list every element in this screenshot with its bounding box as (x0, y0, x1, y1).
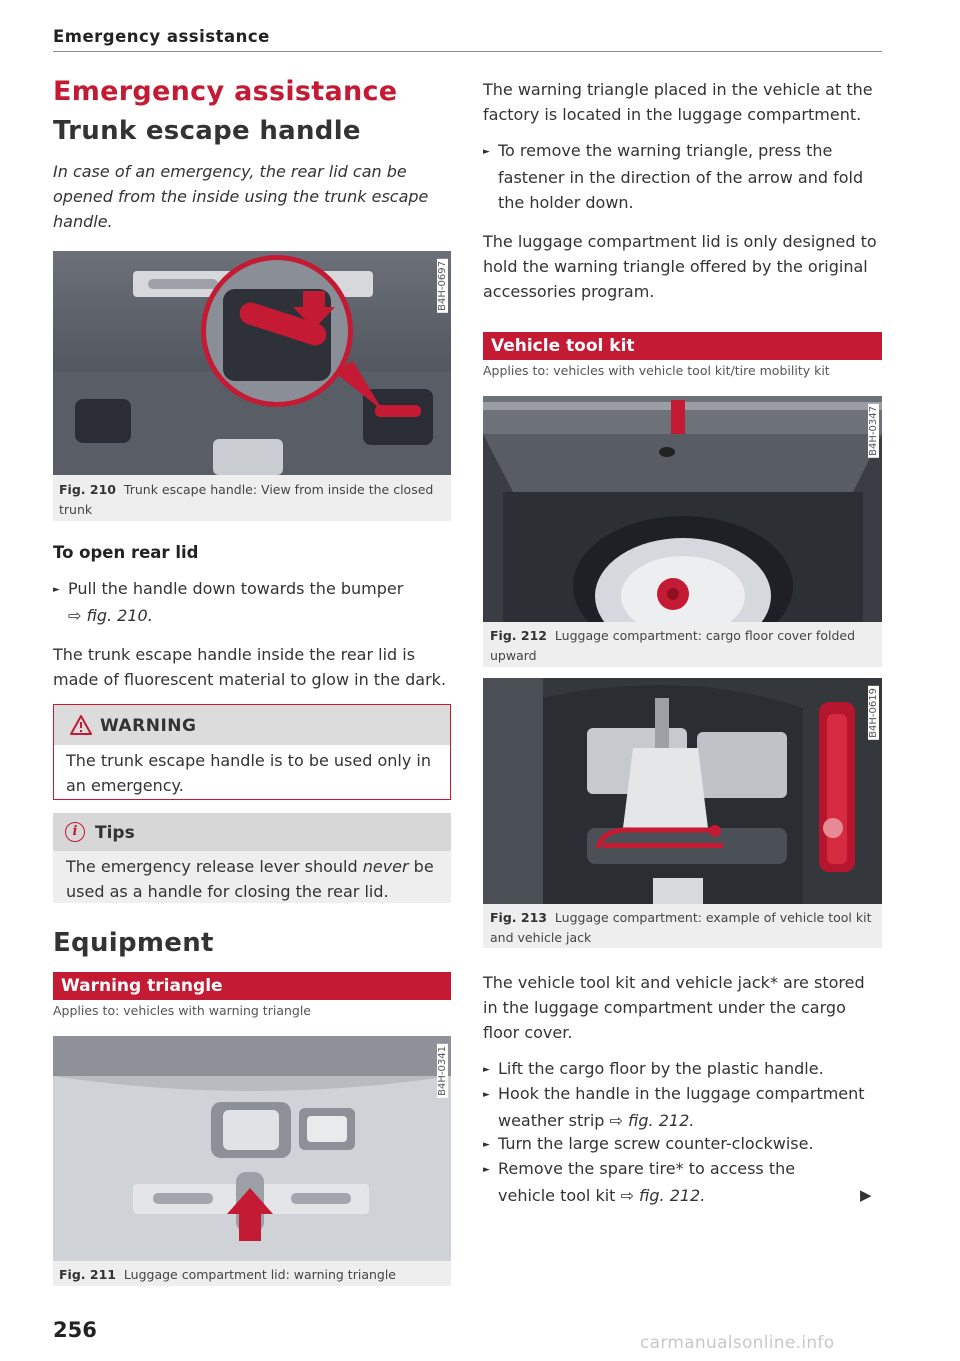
figure-213-id: B4H-0619 (868, 688, 879, 738)
figure-211-label: Fig. 211 (59, 1267, 116, 1282)
step-remove-spare (483, 1156, 853, 1208)
cargo-floor-illustration (483, 396, 882, 622)
warning-title: WARNING (100, 716, 197, 736)
figure-211-caption-text: Luggage compartment lid: warning triangle (123, 1267, 396, 1282)
open-step-text: Pull the handle down towards the bumper (68, 579, 404, 598)
subsection-title: Trunk escape handle (53, 116, 361, 146)
step-lift-floor (483, 1056, 882, 1083)
step-remove-spare-text: Remove the spare tire* to access the vehicle tool kit (498, 1159, 796, 1205)
warning-triangle-bar: Warning triangle (53, 972, 451, 1000)
figure-211-id: B4H-0341 (437, 1046, 448, 1096)
info-icon: i (65, 822, 85, 842)
warning-header (54, 705, 450, 745)
luggage-lid-illustration (53, 1036, 451, 1261)
figure-213-caption (490, 908, 880, 948)
tips-text-emphasis: never (362, 857, 409, 876)
figure-213-caption-text: Luggage compartment: example of vehicle tool kit and vehicle jack (490, 910, 872, 945)
intro-text: In case of an emergency, the rear lid can be opened from the inside using the trunk escape handle. (53, 162, 429, 231)
tool-kit-stored-paragraph: The vehicle tool kit and vehicle jack* are stored in the luggage compartment under the cargo floor cover. (483, 973, 865, 1042)
figure-213-label: Fig. 213 (490, 910, 547, 925)
figure-210-label: Fig. 210 (59, 482, 116, 497)
trunk-handle-illustration (53, 251, 451, 475)
applies-triangle: Applies to: vehicles with warning triangle (53, 1003, 311, 1018)
figure-212-caption (490, 626, 880, 666)
running-head: Emergency assistance (53, 27, 270, 46)
open-step (53, 576, 451, 628)
open-step-ref[interactable]: ⇨ fig. 210. (68, 606, 153, 625)
warning-text: The trunk escape handle is to be used only in an emergency. (66, 751, 431, 795)
vehicle-tool-kit-bar: Vehicle tool kit (483, 332, 882, 360)
lid-designed-paragraph: The luggage compartment lid is only designed to hold the warning triangle offered by the original accessories program. (483, 232, 877, 301)
page-number: 256 (53, 1318, 97, 1342)
step-turn-screw (483, 1131, 882, 1158)
figure-211 (53, 1036, 451, 1286)
continue-arrow-icon: ▶ (860, 1186, 872, 1204)
tips-text (66, 854, 446, 904)
equipment-title: Equipment (53, 928, 214, 958)
open-rear-lid-heading: To open rear lid (53, 543, 199, 562)
tips-title: Tips (95, 823, 135, 843)
figure-212-label: Fig. 212 (490, 628, 547, 643)
section-title: Emergency assistance (53, 76, 398, 107)
tool-kit-illustration (483, 678, 882, 904)
fluorescent-paragraph: The trunk escape handle inside the rear lid is made of fluorescent material to glow in the dark. (53, 645, 447, 689)
figure-210-id: B4H-0697 (437, 261, 448, 311)
step-hook-handle-ref[interactable]: ⇨ fig. 212. (609, 1111, 695, 1130)
figure-210-caption-text: Trunk escape handle: View from inside the closed trunk (59, 482, 434, 517)
step-lift-floor-text: Lift the cargo floor by the plastic handle. (498, 1059, 824, 1078)
figure-211-caption (59, 1265, 449, 1285)
figure-210 (53, 251, 451, 521)
figure-212-caption-text: Luggage compartment: cargo floor cover folded upward (490, 628, 856, 663)
tips-box (53, 813, 451, 903)
applies-toolkit: Applies to: vehicles with vehicle tool kit/tire mobility kit (483, 363, 830, 378)
triangle-location-paragraph: The warning triangle placed in the vehicle at the factory is located in the luggage compartment. (483, 80, 873, 124)
tips-text-after: be used as a handle for closing the rear lid. (66, 857, 434, 901)
step-hook-handle (483, 1081, 882, 1133)
step-remove-spare-ref[interactable]: ⇨ fig. 212. (620, 1186, 706, 1205)
figure-212-id: B4H-0347 (868, 406, 879, 456)
step-turn-screw-text: Turn the large screw counter-clockwise. (498, 1134, 814, 1153)
tips-header (53, 813, 451, 851)
watermark: carmanualsonline.info (640, 1333, 835, 1353)
figure-213 (483, 678, 882, 948)
tips-text-before: The emergency release lever should (66, 857, 363, 876)
remove-triangle-step: ► To remove the warning triangle, press the fastener in the direction of the arrow and fold the holder down. (483, 138, 882, 215)
warning-box (53, 704, 451, 800)
step-hook-handle-text: Hook the handle in the luggage compartment weather strip (498, 1084, 865, 1130)
figure-210-caption (59, 480, 449, 520)
warning-triangle-icon (70, 715, 92, 735)
header-rule (53, 51, 882, 52)
figure-212 (483, 396, 882, 667)
